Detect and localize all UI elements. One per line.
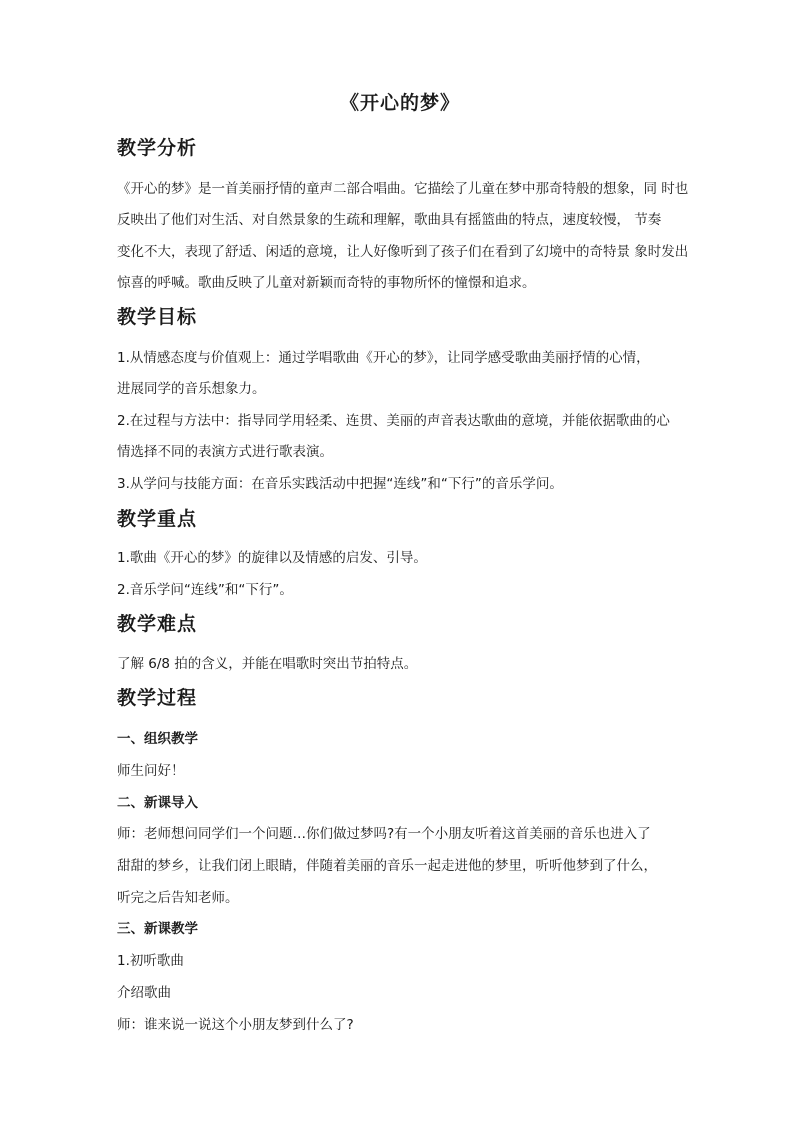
section-heading-analysis: 教学分析 bbox=[117, 137, 198, 159]
section-heading-goals: 教学目标 bbox=[117, 306, 198, 328]
paragraph-line: 3.从学问与技能方面：在音乐实践活动中把握“连线”和“下行”的音乐学问。 bbox=[117, 476, 563, 492]
paragraph-line: 变化不大，表现了舒适、闲适的意境，让人好像听到了孩子们在看到了幻境中的奇特景 象时发出 bbox=[117, 244, 689, 260]
paragraph-line: 1.歌曲《开心的梦》的旋律以及情感的启发、引导。 bbox=[117, 550, 427, 566]
paragraph-line: 进展同学的音乐想象力。 bbox=[117, 381, 266, 397]
paragraph-line: 了解 6/8 拍的含义，并能在唱歌时突出节拍特点。 bbox=[117, 656, 418, 672]
paragraph-line: 听完之后告知老师。 bbox=[117, 890, 239, 906]
paragraph-line: 惊喜的呼喊。歌曲反映了儿童对新颖而奇特的事物所怀的憧憬和追求。 bbox=[117, 275, 536, 291]
paragraph-line: 介绍歌曲 bbox=[117, 985, 171, 1001]
paragraph-line: 1.初听歌曲 bbox=[117, 953, 184, 969]
process-step-title: 二、新课导入 bbox=[117, 795, 198, 811]
section-heading-key-points: 教学重点 bbox=[117, 508, 198, 530]
paragraph-line: 师：老师想问同学们一个问题…你们做过梦吗?有一个小朋友听着这首美丽的音乐也进入了 bbox=[117, 826, 651, 842]
section-heading-difficulties: 教学难点 bbox=[117, 613, 198, 635]
paragraph-line: 2.在过程与方法中：指导同学用轻柔、连贯、美丽的声音表达歌曲的意境，并能依据歌曲的心 bbox=[117, 413, 670, 429]
paragraph-line: 师生问好！ bbox=[117, 763, 185, 779]
paragraph-line: 反映出了他们对生活、对自然景象的生疏和理解，歌曲具有摇篮曲的特点，速度较慢， 节奏 bbox=[117, 212, 662, 228]
section-heading-process: 教学过程 bbox=[117, 687, 198, 709]
paragraph-line: 情选择不同的表演方式进行歌表演。 bbox=[117, 444, 333, 460]
paragraph-line: 1.从情感态度与价值观上：通过学唱歌曲《开心的梦》，让同学感受歌曲美丽抒情的心情， bbox=[117, 350, 650, 366]
paragraph-line: 师：谁来说一说这个小朋友梦到什么了? bbox=[117, 1017, 354, 1033]
paragraph-line: 2.音乐学问“连线”和“下行”。 bbox=[117, 582, 293, 598]
paragraph-line: 甜甜的梦乡，让我们闭上眼睛，伴随着美丽的音乐一起走进他的梦里，听听他梦到了什么， bbox=[117, 858, 657, 874]
document-title: 《开心的梦》 bbox=[339, 92, 460, 114]
paragraph-line: 《开心的梦》是一首美丽抒情的童声二部合唱曲。它描绘了儿童在梦中那奇特般的想象，同 时也 bbox=[117, 181, 689, 197]
process-step-title: 一、组织教学 bbox=[117, 731, 198, 747]
process-step-title: 三、新课教学 bbox=[117, 921, 198, 937]
